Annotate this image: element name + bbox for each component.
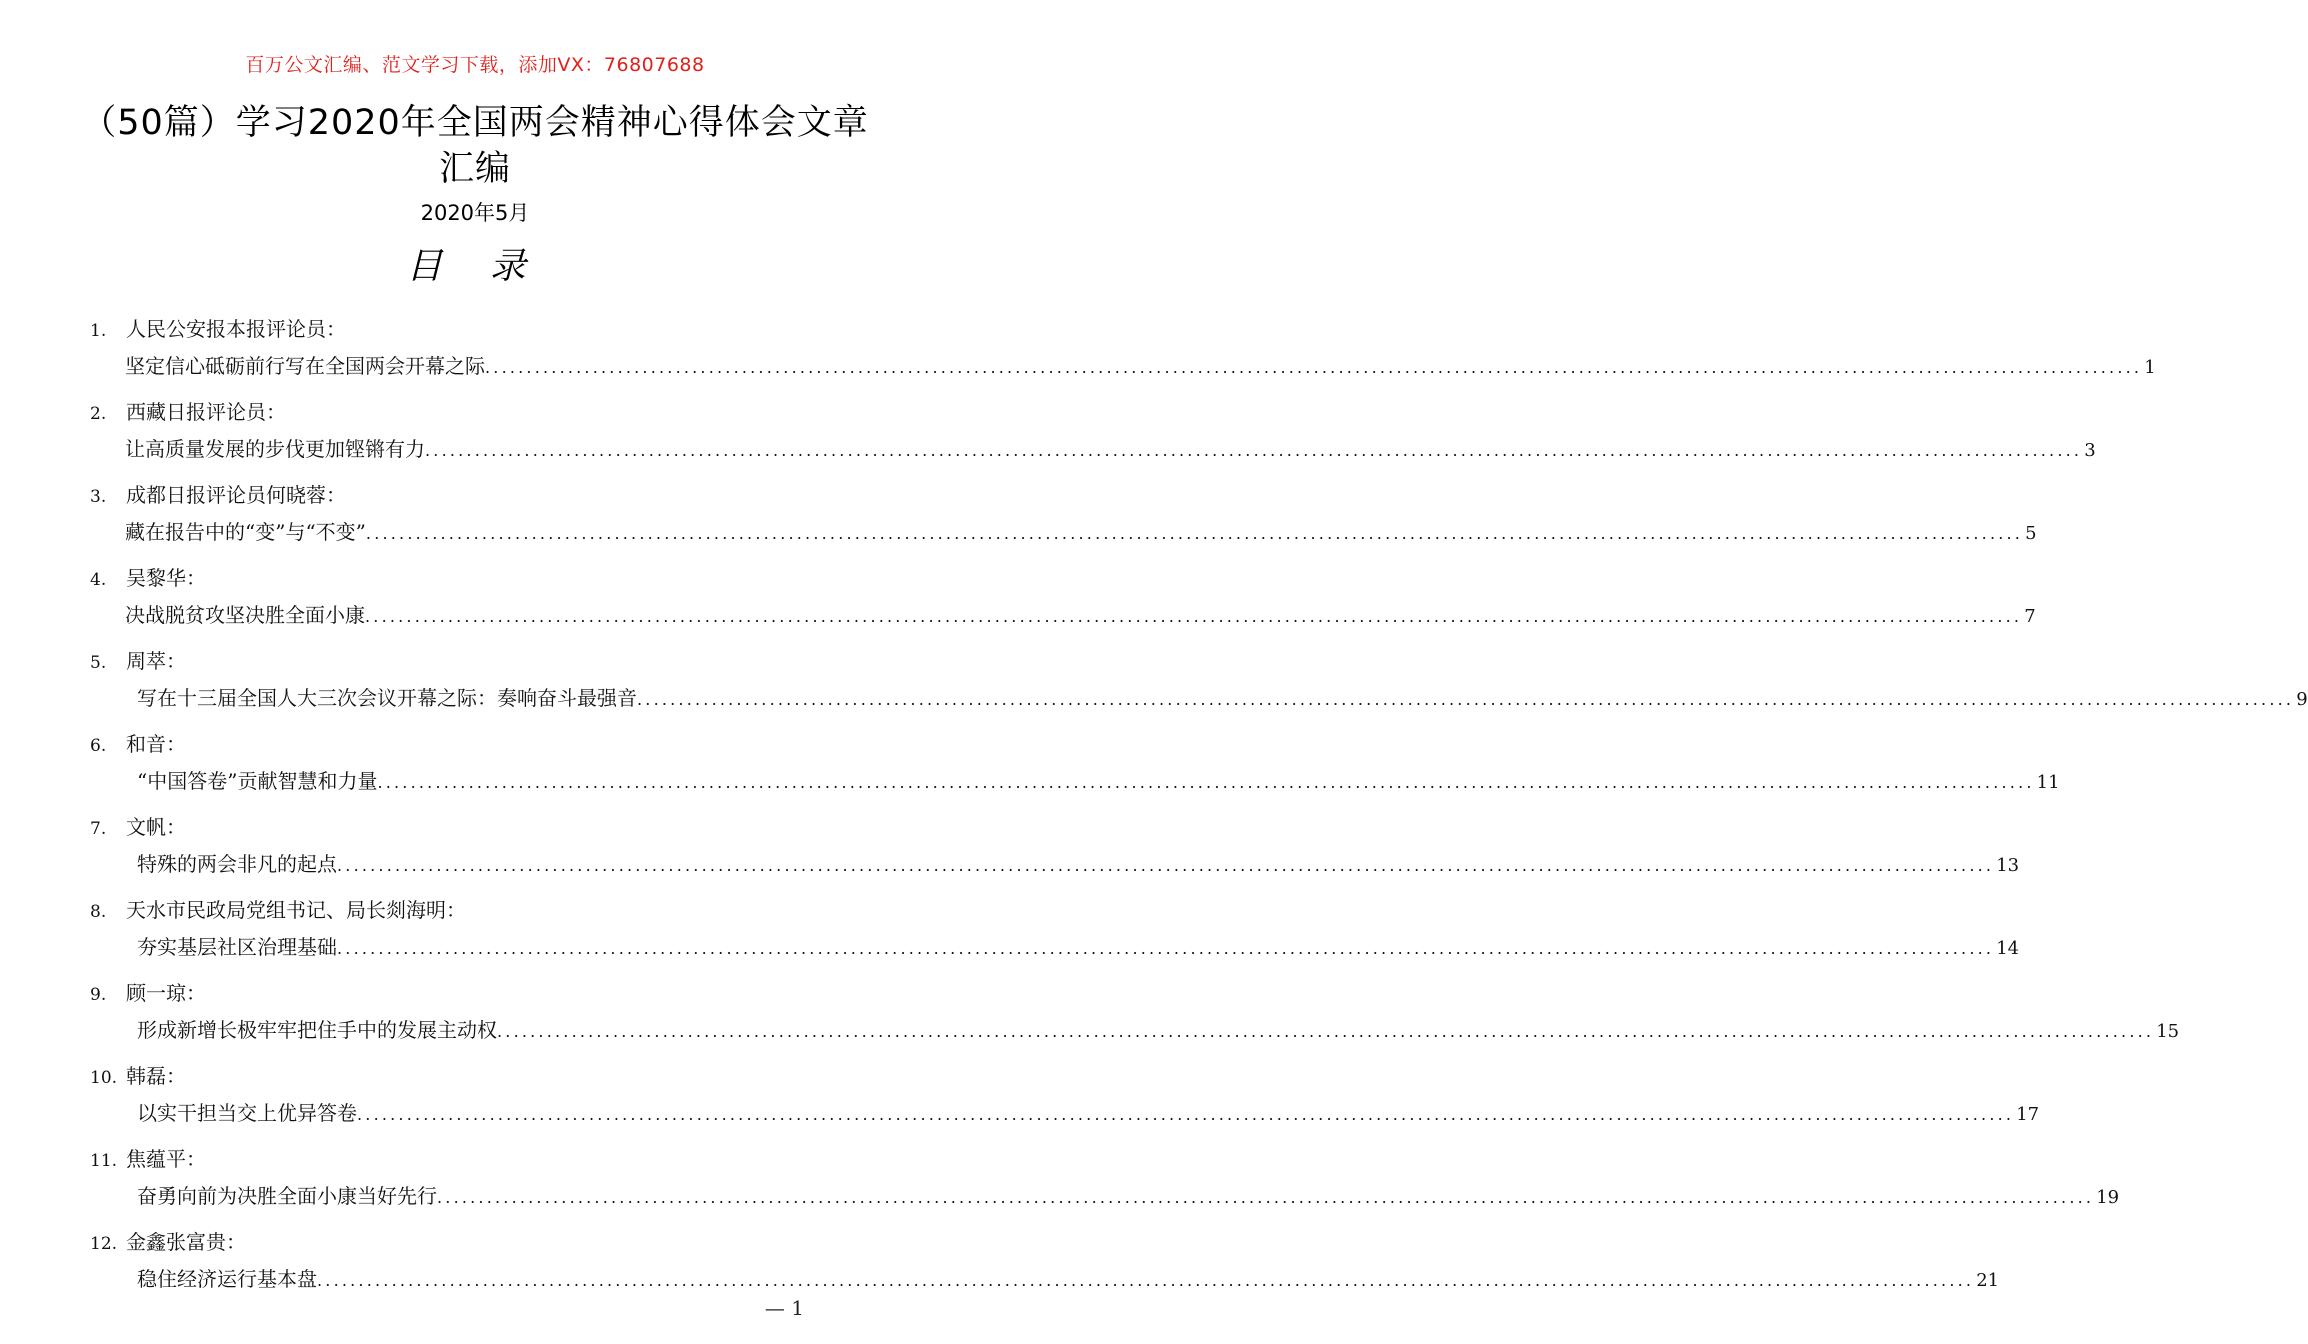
toc-entry-title: 让高质量发展的步伐更加铿锵有力 xyxy=(125,437,425,461)
toc-entry-title: 形成新增长极牢牢把住手中的发展主动权 xyxy=(137,1018,497,1042)
toc-entry-link[interactable] xyxy=(137,1014,2180,1042)
toc-entry-author-line xyxy=(90,894,466,923)
toc-entry-link[interactable] xyxy=(125,599,2036,627)
toc-entry xyxy=(0,637,2308,720)
toc-entry-author-line xyxy=(90,562,206,591)
toc-entry-author-line xyxy=(90,811,186,840)
toc-entry-title: 稳住经济运行基本盘 xyxy=(137,1267,317,1291)
toc-entry-author-line xyxy=(90,396,286,425)
dot-leader: ........................................................................................................................................................................................................ xyxy=(365,524,2024,543)
toc-entry-title: 夯实基层社区治理基础 xyxy=(137,935,337,959)
toc-entry-author-line xyxy=(90,1226,246,1255)
page-number: — 1 xyxy=(764,1296,804,1320)
toc-entry-number: 6. xyxy=(90,736,107,756)
toc-entry xyxy=(0,969,2180,1052)
toc-entry-page: 5 xyxy=(2025,523,2037,544)
toc-entry-number: 8. xyxy=(90,902,107,922)
toc-entry-page: 14 xyxy=(1996,938,2020,959)
document-date: 2020年5月 xyxy=(420,201,530,225)
toc-entry-number: 11. xyxy=(90,1151,118,1171)
toc-entry-number: 2. xyxy=(90,404,107,424)
toc-entry xyxy=(0,471,2037,554)
toc-entry-author: 成都日报评论员何晓蓉： xyxy=(126,483,346,507)
toc-entry xyxy=(0,1218,2000,1301)
toc-entry xyxy=(0,305,2156,388)
toc-entry-page: 21 xyxy=(1976,1270,2000,1291)
toc-entry-author-line xyxy=(90,1060,186,1089)
toc-entry-author-line xyxy=(90,479,346,508)
toc-entry-author: 吴黎华： xyxy=(126,566,206,590)
toc-entry-page: 11 xyxy=(2036,772,2060,793)
toc-entry-author: 和音： xyxy=(126,732,186,756)
toc-entry-link[interactable] xyxy=(137,1180,2120,1208)
toc-entry-author-line xyxy=(90,1143,206,1172)
toc-entry-title: 特殊的两会非凡的起点 xyxy=(137,852,337,876)
toc-entry-number: 1. xyxy=(90,321,107,341)
toc-entry-author: 焦蕴平： xyxy=(126,1147,206,1171)
toc-entry-page: 1 xyxy=(2144,357,2156,378)
dot-leader: ........................................................................................................................................................................................................ xyxy=(637,690,2295,709)
dot-leader: ........................................................................................................................................................................................................ xyxy=(365,607,2023,626)
toc-entry-page: 3 xyxy=(2084,440,2096,461)
toc-entry-link[interactable] xyxy=(137,848,2020,876)
toc-entry-author: 天水市民政局党组书记、局长剡海明： xyxy=(126,898,466,922)
toc-entry xyxy=(0,1052,2040,1135)
toc-entry-number: 7. xyxy=(90,819,107,839)
toc-entry-page: 19 xyxy=(2096,1187,2120,1208)
toc-entry-author: 韩磊： xyxy=(126,1064,186,1088)
toc-entry-page: 7 xyxy=(2024,606,2036,627)
toc-entry-number: 9. xyxy=(90,985,107,1005)
toc-entry-author: 人民公安报本报评论员： xyxy=(126,317,346,341)
toc-entry-author: 金鑫张富贵： xyxy=(126,1230,246,1254)
toc-entry-link[interactable] xyxy=(125,433,2096,461)
toc-entry-link[interactable] xyxy=(137,931,2020,959)
toc-entry-title: “中国答卷”贡献智慧和力量 xyxy=(137,769,378,793)
toc-entry-page: 15 xyxy=(2156,1021,2180,1042)
title-line-2: 汇编 xyxy=(438,149,511,189)
table-of-contents xyxy=(0,305,2308,1301)
toc-entry-page: 9 xyxy=(2296,689,2308,710)
dot-leader: ........................................................................................................................................................................................................ xyxy=(337,939,1995,958)
toc-entry-author-line xyxy=(90,977,206,1006)
toc-entry-link[interactable] xyxy=(125,350,2156,378)
toc-entry-number: 3. xyxy=(90,487,107,507)
toc-entry-author: 西藏日报评论员： xyxy=(126,400,286,424)
toc-entry xyxy=(0,886,2020,969)
toc-entry-page: 13 xyxy=(1996,855,2020,876)
dot-leader: ........................................................................................................................................................................................................ xyxy=(485,358,2143,377)
toc-heading: 目 录 xyxy=(406,246,544,287)
toc-entry-link[interactable] xyxy=(137,682,2308,710)
dot-leader: ........................................................................................................................................................................................................ xyxy=(337,856,1995,875)
toc-entry-author-line xyxy=(90,313,346,342)
dot-leader: ........................................................................................................................................................................................................ xyxy=(357,1105,2015,1124)
toc-entry xyxy=(0,554,2036,637)
document-title xyxy=(40,100,910,192)
toc-entry xyxy=(0,1135,2120,1218)
toc-entry-number: 5. xyxy=(90,653,107,673)
toc-entry-author-line xyxy=(90,645,186,674)
toc-entry-title: 以实干担当交上优异答卷 xyxy=(137,1101,357,1125)
toc-entry xyxy=(0,720,2060,803)
toc-entry-title: 决战脱贫攻坚决胜全面小康 xyxy=(125,603,365,627)
toc-entry-title: 奋勇向前为决胜全面小康当好先行 xyxy=(137,1184,437,1208)
dot-leader: ........................................................................................................................................................................................................ xyxy=(497,1022,2155,1041)
watermark-banner: 百万公文汇编、范文学习下载，添加VX：76807688 xyxy=(245,54,705,76)
toc-entry xyxy=(0,803,2020,886)
toc-entry-link[interactable] xyxy=(137,1263,2000,1291)
toc-entry-title: 写在十三届全国人大三次会议开幕之际：奏响奋斗最强音 xyxy=(137,686,637,710)
dot-leader: ........................................................................................................................................................................................................ xyxy=(377,773,2035,792)
toc-entry-page: 17 xyxy=(2016,1104,2040,1125)
title-line-1: （50篇）学习2020年全国两会精神心得体会文章 xyxy=(81,103,869,143)
toc-entry-number: 10. xyxy=(90,1068,118,1088)
toc-entry-link[interactable] xyxy=(125,516,2037,544)
toc-entry-number: 12. xyxy=(90,1234,118,1254)
toc-entry xyxy=(0,388,2096,471)
toc-entry-link[interactable] xyxy=(137,765,2060,793)
toc-entry-number: 4. xyxy=(90,570,107,590)
toc-entry-title: 藏在报告中的“变”与“不变” xyxy=(125,520,366,544)
toc-entry-link[interactable] xyxy=(137,1097,2040,1125)
dot-leader: ........................................................................................................................................................................................................ xyxy=(317,1271,1975,1290)
toc-entry-author-line xyxy=(90,728,186,757)
toc-entry-author: 顾一琼： xyxy=(126,981,206,1005)
toc-entry-author: 文帆： xyxy=(126,815,186,839)
dot-leader: ........................................................................................................................................................................................................ xyxy=(425,441,2083,460)
toc-entry-title: 坚定信心砥砺前行写在全国两会开幕之际 xyxy=(125,354,485,378)
dot-leader: ........................................................................................................................................................................................................ xyxy=(437,1188,2095,1207)
toc-entry-author: 周萃： xyxy=(126,649,186,673)
